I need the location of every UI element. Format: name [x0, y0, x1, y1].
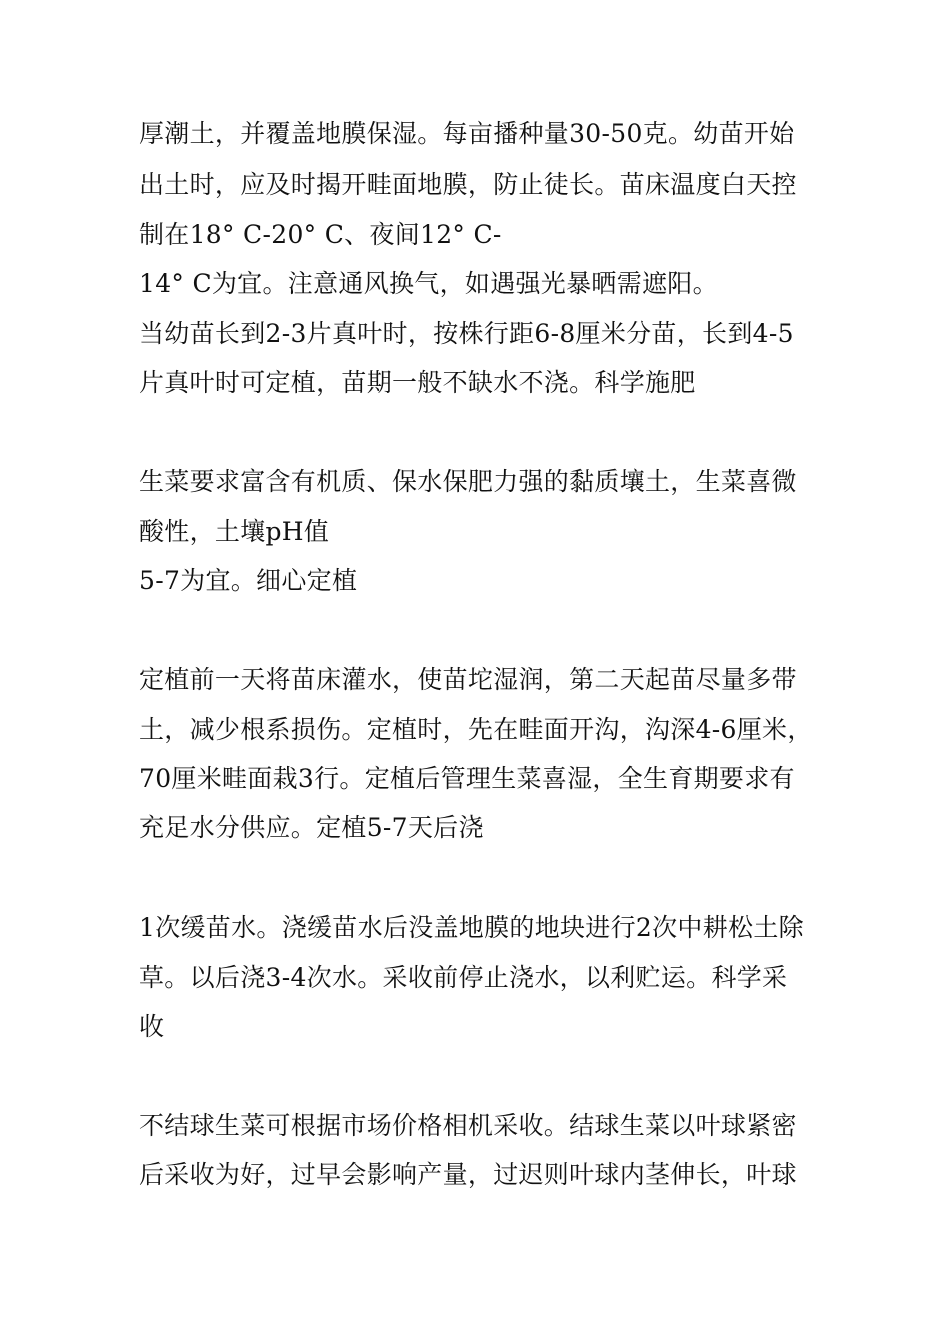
text-line: 后采收为好，过早会影响产量，过迟则叶球内茎伸长，叶球	[139, 1160, 797, 1189]
text-line: 不结球生菜可根据市场价格相机采收。结球生菜以叶球紧密	[139, 1111, 797, 1140]
text-line: 当幼苗长到2-3片真叶时，按株行距6-8厘米分苗，长到4-5	[139, 319, 794, 348]
text-line: 定植前一天将苗床灌水，使苗坨湿润，第二天起苗尽量多带	[139, 665, 797, 694]
text-line: 出土时，应及时揭开畦面地膜，防止徒长。苗床温度白天控	[139, 170, 797, 199]
text-line: 70厘米畦面栽3行。定植后管理生菜喜湿，全生育期要求有	[139, 764, 795, 793]
text-line: 土，减少根系损伤。定植时，先在畦面开沟，沟深4-6厘米，	[139, 715, 813, 744]
text-line: 5-7为宜。细心定植	[139, 566, 358, 595]
text-line: 14° C为宜。注意通风换气，如遇强光暴晒需遮阳。	[139, 269, 718, 298]
text-line: 1次缓苗水。浇缓苗水后没盖地膜的地块进行2次中耕松土除	[139, 913, 804, 942]
text-line: 片真叶时可定植，苗期一般不缺水不浇。科学施肥	[139, 368, 696, 397]
text-line: 草。以后浇3-4次水。采收前停止浇水，以利贮运。科学采	[139, 963, 788, 992]
text-line: 厚潮土，并覆盖地膜保湿。每亩播种量30-50克。幼苗开始	[139, 119, 795, 148]
text-line: 收	[139, 1012, 165, 1041]
text-line: 制在18° C-20° C、夜间12° C-	[139, 220, 502, 249]
text-line: 充足水分供应。定植5-7天后浇	[139, 813, 484, 842]
text-line: 酸性，土壤pH值	[139, 517, 330, 546]
text-line: 生菜要求富含有机质、保水保肥力强的黏质壤土，生菜喜微	[139, 467, 797, 496]
